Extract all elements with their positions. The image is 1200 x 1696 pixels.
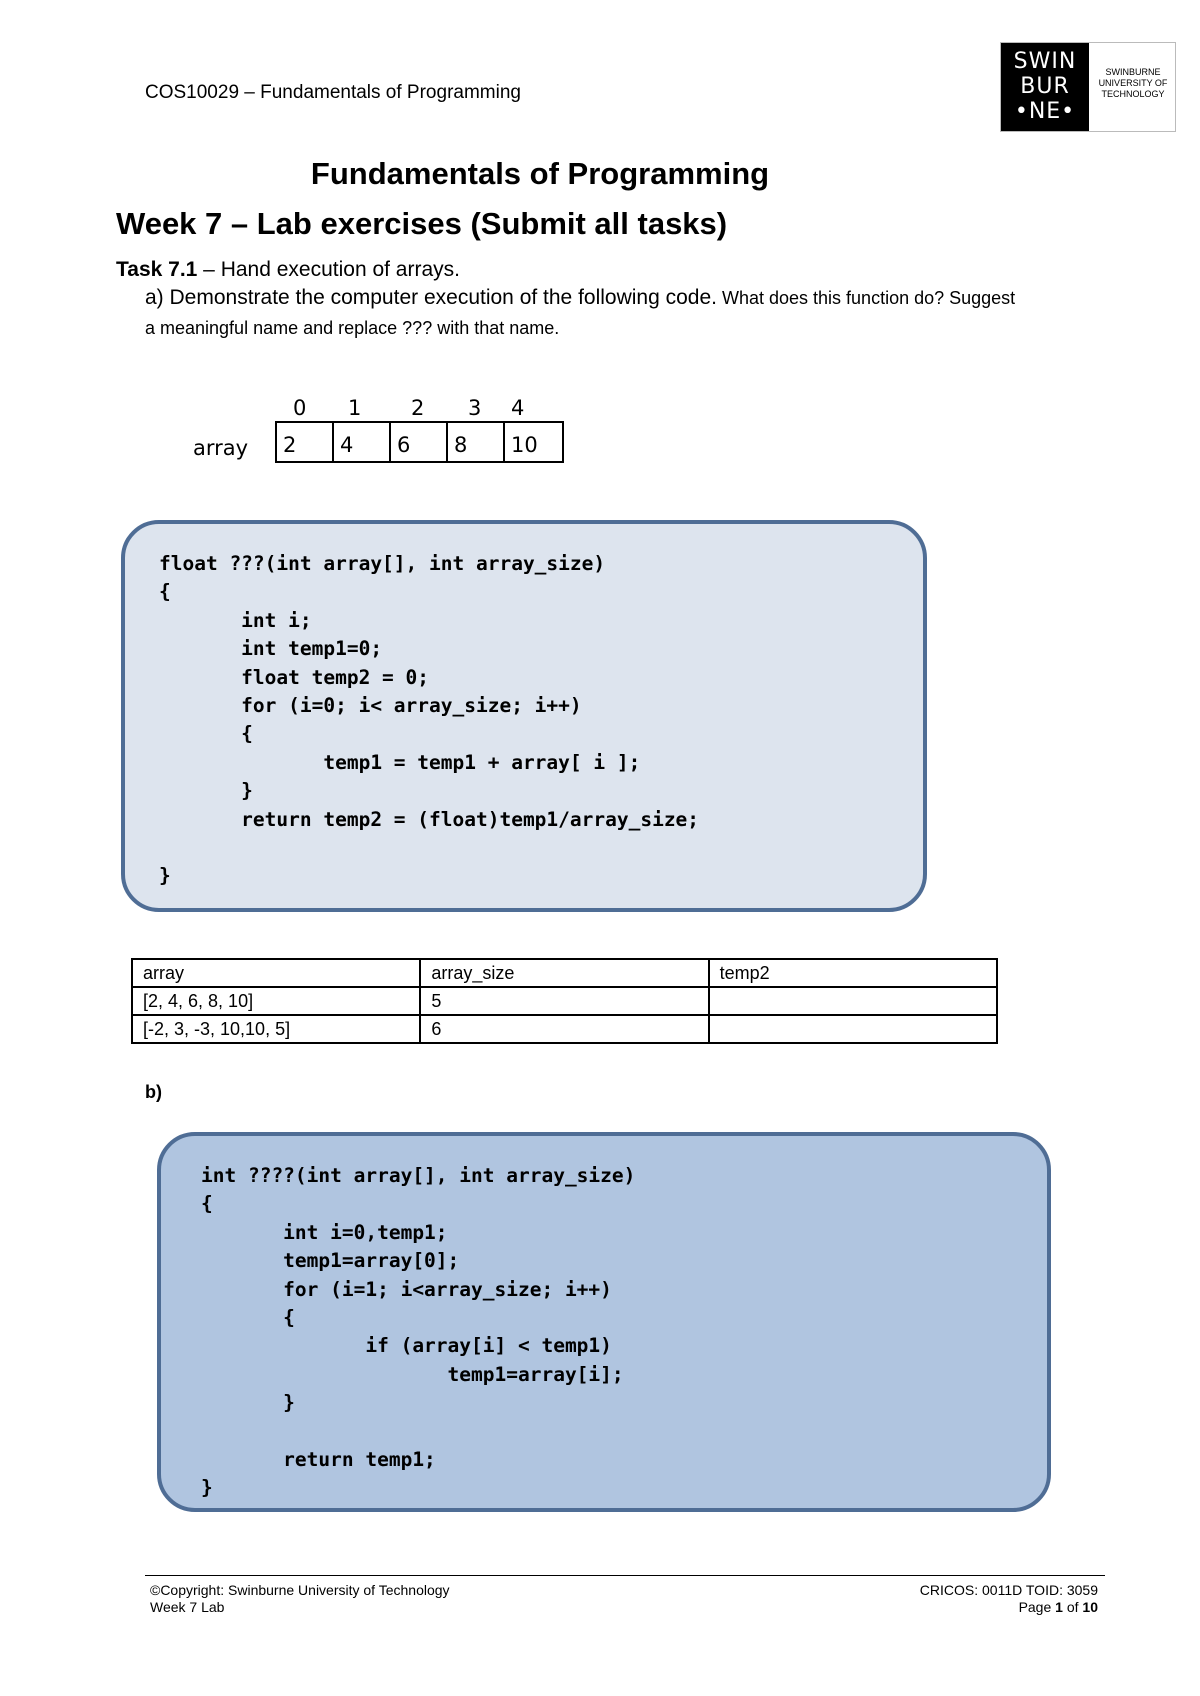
document-subtitle: Week 7 – Lab exercises (Submit all tasks) xyxy=(116,206,728,241)
table-cell: [-2, 3, -3, 10,10, 5] xyxy=(132,1015,420,1043)
part-b-label: b) xyxy=(145,1082,162,1102)
array-diagram xyxy=(275,421,564,463)
array-cell: 6 xyxy=(391,423,448,461)
logo-text-line: UNIVERSITY OF xyxy=(1098,78,1168,88)
header-course-title: COS10029 – Fundamentals of Programming xyxy=(145,82,521,103)
table-row xyxy=(132,1015,997,1043)
array-cell: 2 xyxy=(277,423,334,461)
task-a-instruction-line2: a meaningful name and replace ??? with that name. xyxy=(145,318,560,338)
code-block-a xyxy=(121,520,927,912)
array-cell: 10 xyxy=(511,433,538,457)
code-block-b xyxy=(157,1132,1051,1512)
page-total: 10 xyxy=(1082,1599,1098,1615)
table-cell: 6 xyxy=(420,1015,708,1043)
logo-mark-line: BUR xyxy=(1020,74,1070,99)
task-a-text-small: What does this function do? Suggest xyxy=(716,288,1016,308)
array-index: 4 xyxy=(511,396,525,420)
task-description: – Hand execution of arrays. xyxy=(197,258,460,281)
code-a-text: float ???(int array[], int array_size) { int i; int temp1=0; float temp2 = 0; for (i=0; i< array_size; i++) { temp1 = temp1 + array[ i ]; } return temp2 = (float)temp1/array_size; } xyxy=(159,552,700,888)
array-index: 1 xyxy=(348,396,362,420)
footer-document-name: Week 7 Lab xyxy=(150,1599,225,1615)
footer-copyright: ©Copyright: Swinburne University of Technology xyxy=(150,1582,450,1598)
table-cell: [2, 4, 6, 8, 10] xyxy=(132,987,420,1015)
document-title: Fundamentals of Programming xyxy=(310,156,770,191)
logo-mark-line: •NE• xyxy=(1014,99,1076,124)
page-current: 1 xyxy=(1055,1599,1063,1615)
task-heading xyxy=(116,258,460,282)
hand-execution-table xyxy=(131,958,998,1044)
task-label: Task 7.1 xyxy=(116,258,198,281)
table-header-cell: array_size xyxy=(420,959,708,987)
logo-mark xyxy=(1001,43,1089,131)
array-index: 0 xyxy=(293,396,307,420)
logo-mark-line: SWIN xyxy=(1013,49,1077,74)
array-label: array xyxy=(193,436,249,460)
footer-divider xyxy=(145,1575,1105,1576)
table-cell xyxy=(709,987,997,1015)
page-word: Page xyxy=(1018,1599,1056,1615)
task-a-text-large: a) Demonstrate the computer execution of the following code. xyxy=(145,286,717,309)
table-header-cell: array xyxy=(132,959,420,987)
table-cell: 5 xyxy=(420,987,708,1015)
array-cell: 8 xyxy=(448,423,505,461)
swinburne-logo xyxy=(1000,42,1176,132)
footer-page-number xyxy=(1019,1599,1098,1616)
logo-text-line: SWINBURNE xyxy=(1105,67,1161,77)
table-header-cell: temp2 xyxy=(709,959,997,987)
array-cell: 4 xyxy=(334,423,391,461)
table-row xyxy=(132,987,997,1015)
table-cell xyxy=(709,1015,997,1043)
code-b-text: int ????(int array[], int array_size) { int i=0,temp1; temp1=array[0]; for (i=1; i<array_size; i++) { if (array[i] < temp1) temp1=array[i]; } return temp1; } xyxy=(201,1164,636,1500)
task-a-instruction xyxy=(145,286,1015,310)
array-index: 3 xyxy=(468,396,482,420)
page-of-word: of xyxy=(1062,1599,1083,1615)
footer-cricos: CRICOS: 0011D TOID: 3059 xyxy=(919,1582,1098,1598)
logo-wordmark xyxy=(1097,67,1169,100)
logo-text-line: TECHNOLOGY xyxy=(1101,89,1165,99)
array-index: 2 xyxy=(411,396,425,420)
table-header-row xyxy=(132,959,997,987)
